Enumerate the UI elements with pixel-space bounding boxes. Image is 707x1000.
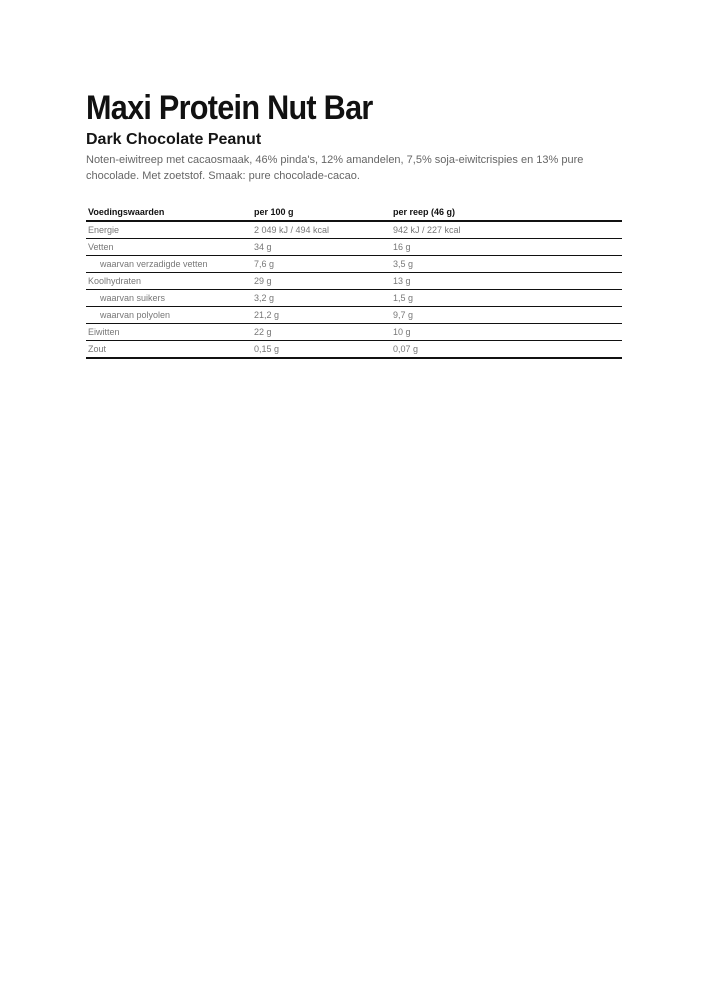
product-title: Maxi Protein Nut Bar <box>86 89 373 127</box>
table-row <box>86 221 622 239</box>
row-per-100g: 7,6 g <box>252 256 391 273</box>
row-label: Koolhydraten <box>86 273 252 290</box>
row-per-bar: 13 g <box>391 273 622 290</box>
table-row <box>86 239 622 256</box>
row-per-100g: 2 049 kJ / 494 kcal <box>252 221 391 239</box>
row-per-100g: 3,2 g <box>252 290 391 307</box>
row-per-100g: 29 g <box>252 273 391 290</box>
row-per-100g: 21,2 g <box>252 307 391 324</box>
row-label: Eiwitten <box>86 324 252 341</box>
table-row <box>86 324 622 341</box>
table-row <box>86 273 622 290</box>
row-per-bar: 9,7 g <box>391 307 622 324</box>
header-nutrients: Voedingswaarden <box>86 204 252 221</box>
product-subtitle: Dark Chocolate Peanut <box>86 131 262 148</box>
row-per-bar: 10 g <box>391 324 622 341</box>
row-per-bar: 0,07 g <box>391 341 622 359</box>
table-row <box>86 341 622 359</box>
row-per-100g: 0,15 g <box>252 341 391 359</box>
table-row <box>86 307 622 324</box>
header-per-bar: per reep (46 g) <box>391 204 622 221</box>
row-label: Vetten <box>86 239 252 256</box>
row-label: waarvan polyolen <box>86 307 252 324</box>
row-label: Energie <box>86 221 252 239</box>
row-label: waarvan suikers <box>86 290 252 307</box>
row-per-bar: 1,5 g <box>391 290 622 307</box>
product-description: Noten-eiwitreep met cacaosmaak, 46% pinda's, 12% amandelen, 7,5% soja-eiwitcrispies en 13% pure chocolade. Met zoetstof. Smaak: pure chocolade-cacao. <box>86 154 584 182</box>
row-label: Zout <box>86 341 252 359</box>
row-per-bar: 3,5 g <box>391 256 622 273</box>
table-row <box>86 290 622 307</box>
row-per-100g: 22 g <box>252 324 391 341</box>
row-per-100g: 34 g <box>252 239 391 256</box>
table-row <box>86 256 622 273</box>
nutrition-table <box>86 204 622 359</box>
header-per-100g: per 100 g <box>252 204 391 221</box>
nutrition-sheet <box>86 88 622 354</box>
row-per-bar: 16 g <box>391 239 622 256</box>
row-label: waarvan verzadigde vetten <box>86 256 252 273</box>
row-per-bar: 942 kJ / 227 kcal <box>391 221 622 239</box>
table-header-row <box>86 204 622 221</box>
